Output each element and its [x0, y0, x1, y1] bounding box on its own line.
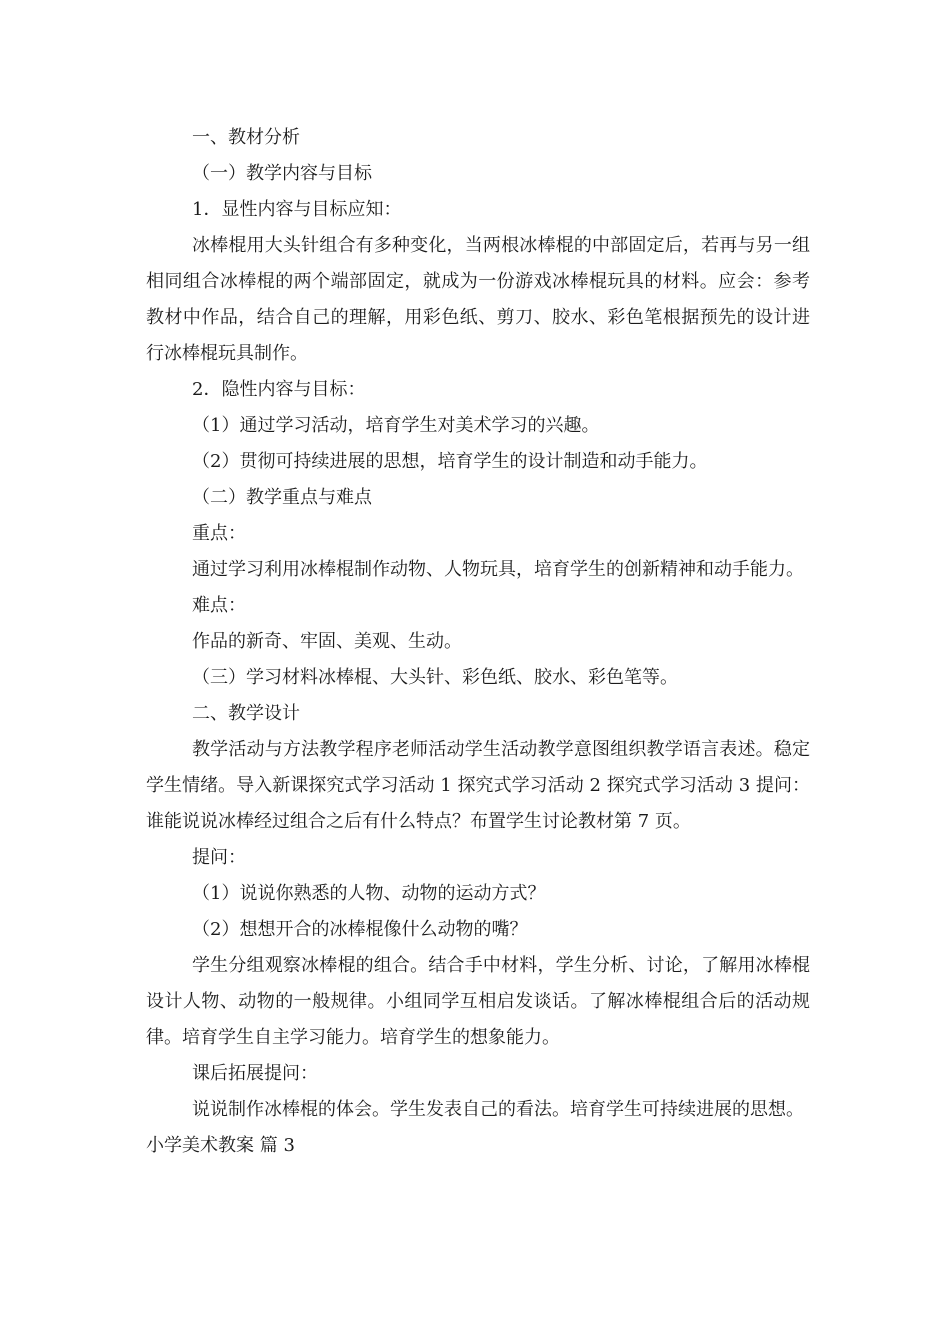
heading-key-and-difficult-points: （二）教学重点与难点 [192, 487, 372, 508]
paragraph-key-point: 通过学习利用冰棒棍制作动物、人物玩具，培育学生的创新精神和动手能力。 [192, 559, 804, 580]
paragraph-teaching-activities: 教学活动与方法教学程序老师活动学生活动教学意图组织教学语言表述。稳定学生情绪。导入新课探究式学习活动 1 探究式学习活动 2 探究式学习活动 3 提问：谁能说说冰棒经过组合之后有什么特点？布置学生讨论教材第 7 页。 [146, 739, 810, 832]
paragraph-after-class: 说说制作冰棒棍的体会。学生发表自己的看法。培育学生可持续进展的思想。 [192, 1099, 804, 1120]
list-item-implicit-goal-2: （2）贯彻可持续进展的思想，培育学生的设计制造和动手能力。 [192, 451, 708, 472]
label-after-class-questions: 课后拓展提问： [192, 1063, 318, 1084]
section-title: 小学美术教案 篇 3 [146, 1135, 295, 1156]
heading-teaching-design: 二、教学设计 [192, 703, 300, 724]
label-key-point: 重点： [192, 523, 246, 544]
heading-implicit-goals: 2．隐性内容与目标： [192, 379, 366, 400]
label-difficult-point: 难点： [192, 595, 246, 616]
paragraph-difficult-point: 作品的新奇、牢固、美观、生动。 [192, 631, 462, 652]
paragraph-explicit-goals: 冰棒棍用大头针组合有多种变化，当两根冰棒棍的中部固定后，若再与另一组相同组合冰棒棍的两个端部固定，就成为一份游戏冰棒棍玩具的材料。应会：参考教材中作品，结合自己的理解，用彩色纸、剪刀、胶水、彩色笔根据预先的设计进行冰棒棍玩具制作。 [146, 235, 810, 364]
list-item-question-2: （2）想想开合的冰棒棍像什么动物的嘴？ [192, 919, 528, 940]
heading-content-and-goals: （一）教学内容与目标 [192, 163, 372, 184]
paragraph-student-group-work: 学生分组观察冰棒棍的组合。结合手中材料，学生分析、讨论，了解用冰棒棍设计人物、动物的一般规律。小组同学互相启发谈话。了解冰棒棍组合后的活动规律。培育学生自主学习能力。培育学生的想象能力。 [146, 955, 810, 1048]
document-body [146, 120, 810, 1164]
paragraph-learning-materials: （三）学习材料冰棒棍、大头针、彩色纸、胶水、彩色笔等。 [192, 667, 678, 688]
heading-teaching-material-analysis: 一、教材分析 [192, 127, 300, 148]
list-item-question-1: （1）说说你熟悉的人物、动物的运动方式？ [192, 883, 546, 904]
heading-explicit-goals: 1．显性内容与目标应知： [192, 199, 402, 220]
list-item-implicit-goal-1: （1）通过学习活动，培育学生对美术学习的兴趣。 [192, 415, 600, 436]
label-questions: 提问： [192, 847, 246, 868]
